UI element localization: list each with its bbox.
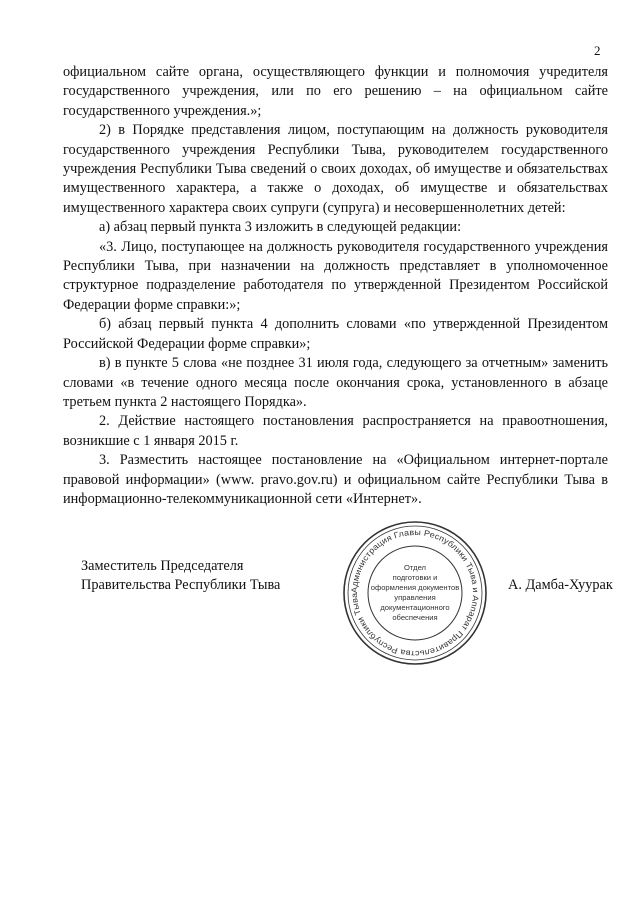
- paragraph: а) абзац первый пункта 3 изложить в следующей редакции:: [99, 219, 462, 236]
- paragraph: б) абзац первый пункта 4 дополнить словами «по утвержденной Президентом Российской Федерации форме справки»;: [63, 316, 608, 352]
- signatory-position: [81, 557, 280, 596]
- document-body: [63, 63, 608, 509]
- paragraph: 2) в Порядке представления лицом, поступающим на должность руководителя государственного учреждения Республики Тыва, руководителем государственного учреждения Республики Тыва сведений о своих доходах, об имуществе и обязательствах имущественного характера, а также о доходах, об имуществе и обязательствах имущественного характера своих супруги (супруга) и несовершеннолетних детей:: [63, 122, 608, 216]
- stamp-line-2: подготовки и: [392, 573, 438, 582]
- stamp-line-1: Отдел: [404, 563, 426, 572]
- paragraph: официальном сайте органа, осуществляющего функции и полномочия учредителя государственного учреждения, или по его решению – на официальном сайте государственного учреждения.»;: [63, 64, 608, 119]
- stamp-line-6: обеспечения: [392, 613, 438, 622]
- signatory-position-line-1: Заместитель Председателя: [81, 558, 244, 574]
- signatory-position-line-2: Правительства Республики Тыва: [81, 577, 281, 594]
- paragraph: 2. Действие настоящего постановления распространяется на правоотношения, возникшие с 1 января 2015 г.: [63, 413, 608, 449]
- stamp-line-5: документационного: [380, 603, 450, 612]
- signatory-name: А. Дамба-Хуурак: [508, 577, 613, 593]
- page-number: 2: [594, 43, 601, 58]
- paragraph: в) в пункте 5 слова «не позднее 31 июля года, следующего за отчетным» заменить словами «в течение одного месяца после окончания срока, установленного в абзаце третьем пункта 2 настоящего Порядка».: [63, 355, 608, 410]
- stamp-line-3: оформления документов: [370, 583, 460, 592]
- paragraph: «3. Лицо, поступающее на должность руководителя государственного учреждения Республики Тыва, при назначении на должность представляет в уполномоченное структурное подразделение работодателя по утвержденной Президентом Российской Федерации форме справки:»;: [63, 238, 608, 313]
- stamp-line-4: управления: [394, 593, 436, 602]
- stamp-ring-textpath: Администрация Главы Республики Тыва и Аппарат Правительства Республики Тыва: [349, 527, 481, 659]
- paragraph: 3. Разместить настоящее постановление на «Официальном интернет-портале правовой информации» (www. pravo.gov.ru) и официальном сайте Республики Тыва в информационно-телекоммуникационной сети «Интернет».: [63, 452, 608, 507]
- official-stamp: [342, 520, 488, 666]
